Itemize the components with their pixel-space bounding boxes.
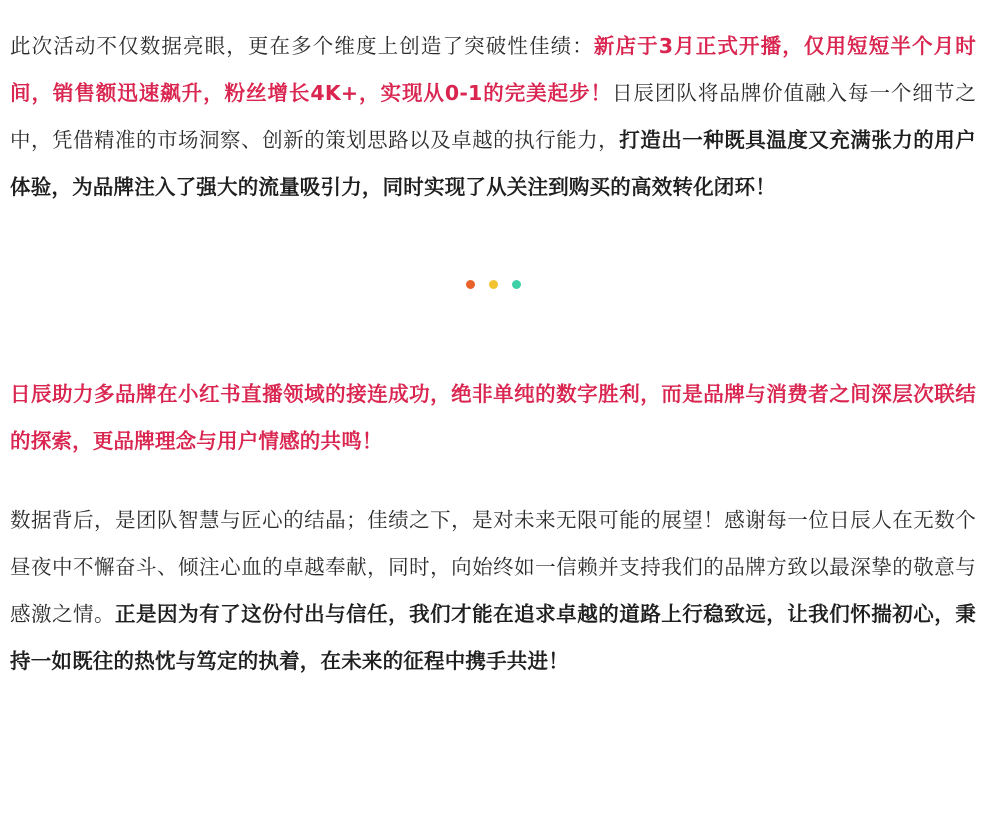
closing-paragraph [10,497,976,685]
experience-bold-text: 打造出一种既具温度又充满张力的用户体验，为品牌注入了强大的流量吸引力，同时实现了从关注到购买的高效转化闭环！ [10,128,976,199]
gratitude-text: 数据背后，是团队智慧与匠心的结晶；佳绩之下，是对未来无限可能的展望！感谢每一位日辰人在无数个昼夜中不懈奋斗、倾注心血的卓越奉献，同时，向始终如一信赖并支持我们的品牌方致以最深挚的敬意与感激之情。 [10,508,976,626]
brand-value-text: 日辰团队将品牌价值融入每一个细节之中，凭借精准的市场洞察、创新的策划思路以及卓越的执行能力， [10,81,976,152]
section-divider [10,274,976,306]
divider-dot-yellow [489,280,498,289]
closing-bold-text: 正是因为有了这份付出与信任，我们才能在追求卓越的道路上行稳致远，让我们怀揣初心，秉持一如既往的热忱与笃定的执着，在未来的征程中携手共进！ [10,602,977,673]
intro-text: 此次活动不仅数据亮眼，更在多个维度上创造了突破性佳绩： [10,34,594,58]
divider-dot-orange [466,280,475,289]
divider-dot-green [512,280,521,289]
highlight-heading: 日辰助力多品牌在小红书直播领域的接连成功，绝非单纯的数字胜利，而是品牌与消费者之间深层次联结的探索，更品牌理念与用户情感的共鸣！ [10,382,976,453]
article-body [10,23,976,685]
intro-paragraph [10,23,976,211]
highlight-launch-text: 新店于3月正式开播，仅用短短半个月时间，销售额迅速飙升，粉丝增长4K+，实现从0-1的完美起步！ [10,34,976,105]
